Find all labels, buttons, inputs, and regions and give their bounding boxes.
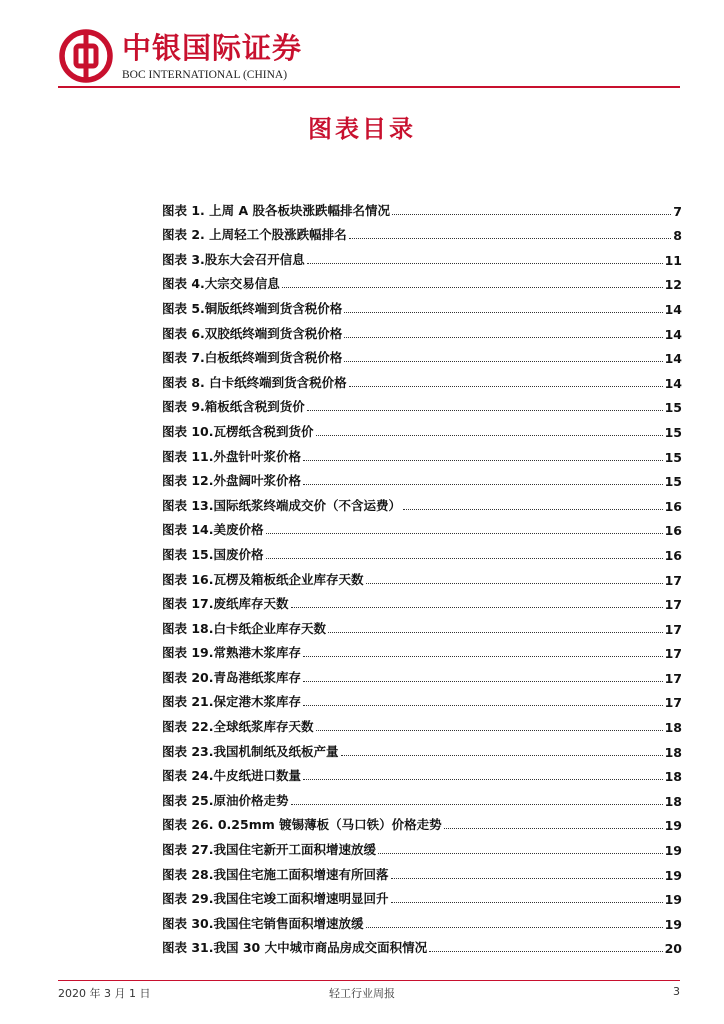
toc-entry-label: 图表 19.常熟港木浆库存 (162, 645, 301, 661)
toc-dot-leader (349, 238, 672, 239)
toc-entry-page: 17 (664, 646, 682, 662)
toc-entry-page: 17 (664, 621, 682, 637)
toc-dot-leader (378, 853, 663, 854)
toc-entry-label: 图表 31.我国 30 大中城市商品房成交面积情况 (162, 940, 428, 956)
toc-entry-page: 14 (664, 351, 682, 367)
toc-entry-page: 18 (664, 744, 682, 760)
toc-entry-page: 16 (664, 547, 682, 563)
toc-entry[interactable] (162, 563, 682, 588)
toc-entry-label: 图表 30.我国住宅销售面积增速放缓 (162, 915, 364, 931)
toc-entry-page: 19 (664, 892, 682, 908)
toc-entry-label: 图表 20.青岛港纸浆库存 (162, 669, 301, 685)
toc-entry-label: 图表 10.瓦楞纸含税到货价 (162, 423, 314, 439)
toc-entry-page: 16 (664, 498, 682, 514)
toc-entry[interactable] (162, 440, 682, 465)
toc-entry-label: 图表 18.白卡纸企业库存天数 (162, 620, 326, 636)
toc-entry[interactable] (162, 366, 682, 391)
page-header (58, 28, 680, 90)
toc-entry[interactable] (162, 661, 682, 686)
toc-entry-page: 8 (673, 228, 682, 244)
toc-entry-label: 图表 17.废纸库存天数 (162, 596, 289, 612)
toc-entry-label: 图表 14.美废价格 (162, 522, 264, 538)
toc-entry[interactable] (162, 317, 682, 342)
toc-entry-label: 图表 15.国废价格 (162, 546, 264, 562)
toc-entry[interactable] (162, 809, 682, 834)
toc-entry-page: 11 (664, 252, 682, 268)
toc-entry[interactable] (162, 612, 682, 637)
toc-entry-label: 图表 4.大宗交易信息 (162, 276, 280, 292)
toc-entry[interactable] (162, 415, 682, 440)
toc-dot-leader (344, 361, 662, 362)
toc-entry-page: 14 (664, 375, 682, 391)
toc-entry-page: 19 (664, 843, 682, 859)
toc-dot-leader (344, 312, 662, 313)
toc-entry-page: 19 (664, 916, 682, 932)
footer-report-type: 轻工行业周报 (329, 987, 395, 1000)
toc-entry-page: 19 (664, 818, 682, 834)
brand-name-cn: 中银国际证券 (122, 31, 303, 65)
toc-entry-label: 图表 9.箱板纸含税到货价 (162, 399, 305, 415)
toc-entry-label: 图表 3.股东大会召开信息 (162, 251, 305, 267)
toc-dot-leader (316, 435, 663, 436)
toc-entry-label: 图表 28.我国住宅施工面积增速有所回落 (162, 866, 389, 882)
toc-entry-page: 15 (664, 424, 682, 440)
toc-dot-leader (291, 607, 663, 608)
toc-entry-label: 图表 22.全球纸浆库存天数 (162, 719, 314, 735)
header-divider (58, 86, 680, 88)
toc-list (162, 194, 682, 956)
footer-date: 2020 年 3 月 1 日 (58, 987, 151, 1000)
toc-entry-page: 18 (664, 793, 682, 809)
toc-entry[interactable] (162, 637, 682, 662)
toc-entry-label: 图表 27.我国住宅新开工面积增速放缓 (162, 842, 376, 858)
toc-entry-page: 18 (664, 720, 682, 736)
toc-dot-leader (266, 558, 663, 559)
toc-entry-page: 12 (664, 277, 682, 293)
toc-entry[interactable] (162, 686, 682, 711)
toc-entry[interactable] (162, 784, 682, 809)
toc-entry-label: 图表 29.我国住宅竣工面积增速明显回升 (162, 891, 389, 907)
toc-dot-leader (282, 287, 663, 288)
toc-entry-label: 图表 1. 上周 A 股各板块涨跌幅排名情况 (162, 202, 391, 218)
toc-dot-leader (266, 533, 663, 534)
toc-entry[interactable] (162, 538, 682, 563)
toc-entry[interactable] (162, 735, 682, 760)
toc-entry-page: 14 (664, 326, 682, 342)
toc-dot-leader (366, 583, 663, 584)
toc-entry-page: 17 (664, 670, 682, 686)
toc-entry-label: 图表 6.双胶纸终端到货含税价格 (162, 325, 343, 341)
toc-dot-leader (328, 632, 663, 633)
toc-entry-page: 16 (664, 523, 682, 539)
toc-dot-leader (316, 730, 663, 731)
toc-entry[interactable] (162, 760, 682, 785)
toc-dot-leader (429, 951, 662, 952)
toc-entry[interactable] (162, 391, 682, 416)
toc-entry[interactable] (162, 858, 682, 883)
toc-entry[interactable] (162, 465, 682, 490)
toc-entry-page: 17 (664, 572, 682, 588)
toc-dot-leader (444, 828, 663, 829)
toc-entry-page: 15 (664, 400, 682, 416)
toc-entry[interactable] (162, 219, 682, 244)
toc-entry-page: 15 (664, 474, 682, 490)
toc-dot-leader (349, 386, 663, 387)
toc-entry-label: 图表 13.国际纸浆终端成交价（不含运费） (162, 497, 401, 513)
toc-entry-label: 图表 23.我国机制纸及纸板产量 (162, 743, 339, 759)
toc-entry-label: 图表 5.铜版纸终端到货含税价格 (162, 300, 343, 316)
toc-entry-page: 15 (664, 449, 682, 465)
toc-entry-label: 图表 7.白板纸终端到货含税价格 (162, 350, 343, 366)
toc-dot-leader (391, 878, 663, 879)
toc-dot-leader (303, 460, 663, 461)
toc-dot-leader (391, 902, 663, 903)
brand-name-en: BOC INTERNATIONAL (CHINA) (122, 69, 288, 81)
toc-entry-label: 图表 26. 0.25mm 镀锡薄板（马口铁）价格走势 (162, 817, 442, 833)
toc-dot-leader (303, 705, 663, 706)
toc-dot-leader (303, 681, 663, 682)
toc-entry-label: 图表 24.牛皮纸进口数量 (162, 768, 301, 784)
toc-dot-leader (366, 927, 663, 928)
toc-entry-page: 18 (664, 769, 682, 785)
toc-entry-label: 图表 25.原油价格走势 (162, 792, 289, 808)
toc-title: 图表目录 (308, 115, 416, 143)
toc-entry[interactable] (162, 342, 682, 367)
toc-entry-page: 7 (673, 203, 682, 219)
toc-entry-page: 20 (664, 941, 682, 957)
toc-entry[interactable] (162, 710, 682, 735)
toc-entry[interactable] (162, 932, 682, 957)
toc-entry[interactable] (162, 883, 682, 908)
toc-dot-leader (291, 804, 663, 805)
toc-entry-label: 图表 12.外盘阔叶浆价格 (162, 473, 301, 489)
toc-dot-leader (303, 484, 663, 485)
toc-entry-page: 14 (664, 301, 682, 317)
toc-entry[interactable] (162, 194, 682, 219)
toc-entry-page: 17 (664, 597, 682, 613)
toc-entry-label: 图表 21.保定港木浆库存 (162, 694, 301, 710)
toc-dot-leader (303, 656, 663, 657)
toc-entry[interactable] (162, 588, 682, 613)
toc-entry-page: 19 (664, 867, 682, 883)
toc-entry-label: 图表 16.瓦楞及箱板纸企业库存天数 (162, 571, 364, 587)
toc-dot-leader (403, 509, 663, 510)
footer-page-number: 3 (673, 985, 680, 998)
toc-dot-leader (307, 263, 663, 264)
toc-entry[interactable] (162, 268, 682, 293)
toc-dot-leader (307, 410, 663, 411)
toc-entry-label: 图表 2. 上周轻工个股涨跌幅排名 (162, 227, 347, 243)
toc-entry[interactable] (162, 243, 682, 268)
toc-dot-leader (344, 337, 662, 338)
toc-entry[interactable] (162, 833, 682, 858)
toc-entry-label: 图表 11.外盘针叶浆价格 (162, 448, 301, 464)
toc-entry-page: 17 (664, 695, 682, 711)
toc-dot-leader (303, 779, 663, 780)
boc-logo-icon (58, 28, 114, 84)
toc-entry[interactable] (162, 514, 682, 539)
toc-entry[interactable] (162, 292, 682, 317)
toc-dot-leader (341, 755, 663, 756)
toc-entry[interactable] (162, 907, 682, 932)
toc-entry-label: 图表 8. 白卡纸终端到货含税价格 (162, 374, 347, 390)
toc-entry[interactable] (162, 489, 682, 514)
toc-dot-leader (392, 214, 671, 215)
footer-divider (58, 980, 680, 981)
